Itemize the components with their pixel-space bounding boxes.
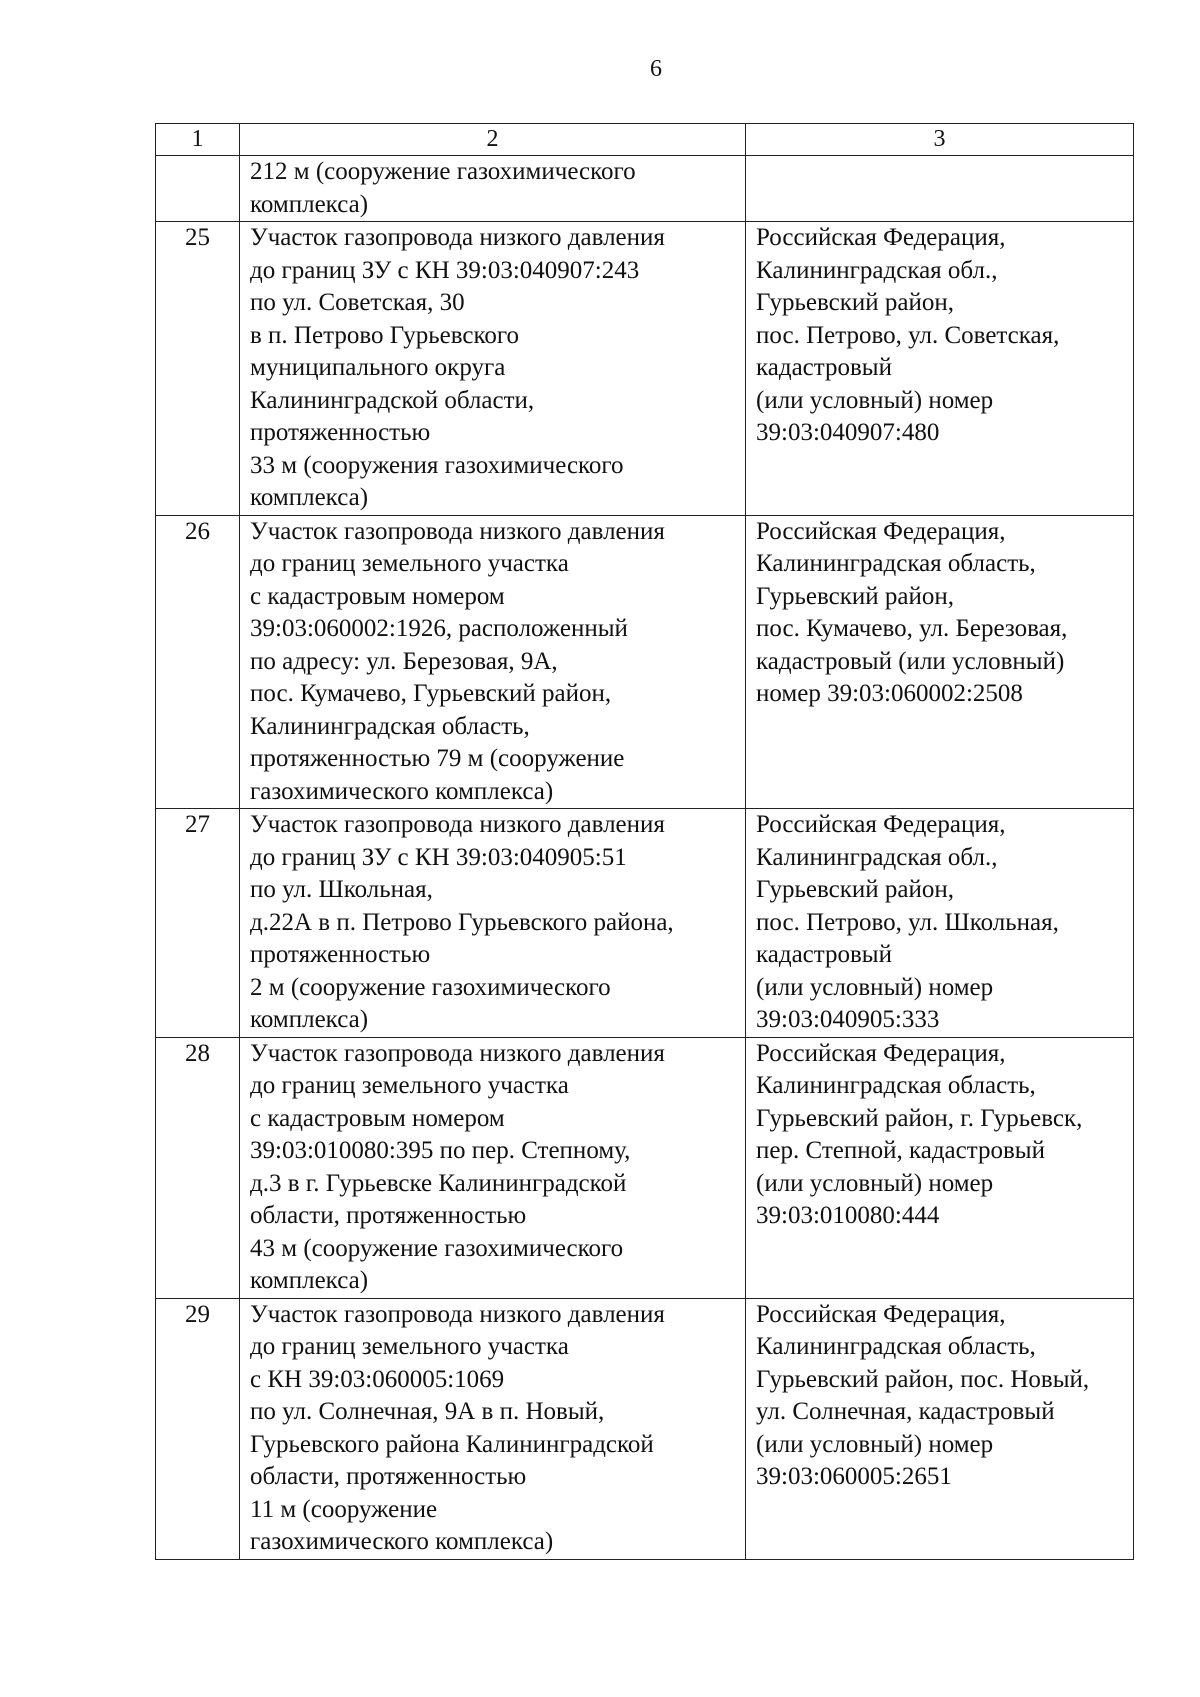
description-line: д.22А в п. Петрово Гурьевского района, <box>250 908 674 936</box>
description-line: по адресу: ул. Березовая, 9А, <box>250 647 558 675</box>
address-line: пос. Петрово, ул. Советская, <box>756 321 1060 349</box>
table-row <box>156 1298 1134 1559</box>
description-line: до границ земельного участка <box>250 550 569 577</box>
description-line: пос. Кумачево, Гурьевский район, <box>250 680 612 707</box>
address-line: (или условный) номер <box>756 973 994 1001</box>
object-description <box>240 1037 746 1298</box>
description-line: области, протяженностью <box>250 1463 527 1490</box>
description-line: в п. Петрово Гурьевского <box>250 321 519 349</box>
address-line: пос. Петрово, ул. Школьная, <box>756 908 1059 936</box>
description-line: 33 м (сооружения газохимического <box>250 451 624 479</box>
object-description <box>240 156 746 222</box>
address-line: Гурьевский район, пос. Новый, <box>756 1365 1090 1393</box>
description-line: с кадастровым номером <box>250 582 505 610</box>
header-col-3: 3 <box>746 124 1134 156</box>
address-line: Гурьевский район, г. Гурьевск, <box>756 1104 1083 1132</box>
description-line: 2 м (сооружение газохимического <box>250 973 611 1001</box>
description-line: области, протяженностью <box>250 1202 527 1229</box>
address-line: Российская Федерация, <box>756 224 1006 251</box>
description-line: 11 м (сооружение <box>250 1495 438 1523</box>
address-line: кадастровый (или условный) <box>756 647 1065 675</box>
object-address <box>746 156 1134 222</box>
description-line: комплекса) <box>250 484 369 511</box>
description-line: до границ ЗУ с КН 39:03:040905:51 <box>250 843 627 871</box>
table-row <box>156 809 1134 1038</box>
address-line: Калининградская область, <box>756 550 1036 577</box>
description-line: Гурьевского района Калининградской <box>250 1430 654 1458</box>
table-header-row <box>156 124 1134 156</box>
description-line: 39:03:060002:1926, расположенный <box>250 615 628 642</box>
description-line: протяженностью 79 м (сооружение <box>250 745 625 772</box>
address-line: Российская Федерация, <box>756 811 1006 838</box>
object-description <box>240 515 746 809</box>
address-line: Калининградская обл., <box>756 256 998 284</box>
address-line: кадастровый <box>756 354 892 381</box>
description-line: Калининградская область, <box>250 712 530 740</box>
description-line: с КН 39:03:060005:1069 <box>250 1365 505 1393</box>
description-line: газохимического комплекса) <box>250 777 554 805</box>
description-line: до границ земельного участка <box>250 1333 569 1360</box>
description-line: Калининградской области, <box>250 386 535 414</box>
description-line: протяженностью <box>250 419 431 446</box>
address-line: Калининградская область, <box>756 1072 1036 1099</box>
address-line: пер. Степной, кадастровый <box>756 1137 1045 1164</box>
object-description <box>240 222 746 516</box>
table-row <box>156 515 1134 809</box>
description-line: комплекса) <box>250 190 369 218</box>
description-line: Участок газопровода низкого давления <box>250 1039 665 1067</box>
description-line: с кадастровым номером <box>250 1104 505 1132</box>
row-number: 26 <box>156 515 240 809</box>
address-line: номер 39:03:060002:2508 <box>756 680 1023 707</box>
description-line: комплекса) <box>250 1006 369 1033</box>
description-line: протяженностью <box>250 941 431 968</box>
address-line: ул. Солнечная, кадастровый <box>756 1398 1055 1425</box>
description-line: муниципального округа <box>250 354 506 381</box>
object-address <box>746 1037 1134 1298</box>
row-number: 29 <box>156 1298 240 1559</box>
object-description <box>240 809 746 1038</box>
address-line: (или условный) номер <box>756 386 994 414</box>
description-line: до границ земельного участка <box>250 1072 569 1099</box>
description-line: Участок газопровода низкого давления <box>250 224 665 251</box>
object-address <box>746 515 1134 809</box>
header-col-1: 1 <box>156 124 240 156</box>
header-col-2: 2 <box>240 124 746 156</box>
description-line: д.3 в г. Гурьевске Калининградской <box>250 1169 627 1197</box>
address-line: Гурьевский район, <box>756 582 955 610</box>
table-row <box>156 1037 1134 1298</box>
object-address <box>746 809 1134 1038</box>
address-line: Калининградская обл., <box>756 843 998 871</box>
object-address <box>746 1298 1134 1559</box>
description-line: по ул. Солнечная, 9А в п. Новый, <box>250 1398 605 1425</box>
address-line: (или условный) номер <box>756 1169 994 1197</box>
description-line: по ул. Школьная, <box>250 876 433 903</box>
description-line: 212 м (сооружение газохимического <box>250 158 636 185</box>
object-address <box>746 222 1134 516</box>
table-row <box>156 222 1134 516</box>
description-line: Участок газопровода низкого давления <box>250 517 665 545</box>
page-number: 6 <box>650 56 662 82</box>
description-line: Участок газопровода низкого давления <box>250 1300 665 1328</box>
address-line: 39:03:060005:2651 <box>756 1463 952 1490</box>
description-line: комплекса) <box>250 1267 369 1294</box>
address-line: 39:03:040905:333 <box>756 1006 940 1033</box>
description-line: до границ ЗУ с КН 39:03:040907:243 <box>250 256 640 284</box>
description-line: по ул. Советская, 30 <box>250 289 465 316</box>
address-line: Гурьевский район, <box>756 289 955 316</box>
address-line: Гурьевский район, <box>756 876 955 903</box>
description-line: 39:03:010080:395 по пер. Степному, <box>250 1137 631 1164</box>
object-description <box>240 1298 746 1559</box>
address-line: Российская Федерация, <box>756 1039 1006 1067</box>
row-number: 27 <box>156 809 240 1038</box>
description-line: 43 м (сооружение газохимического <box>250 1234 624 1262</box>
address-line: кадастровый <box>756 941 892 968</box>
address-line: Российская Федерация, <box>756 1300 1006 1328</box>
address-line: 39:03:010080:444 <box>756 1202 940 1229</box>
property-table <box>155 123 1134 1560</box>
address-line: пос. Кумачево, ул. Березовая, <box>756 615 1068 642</box>
description-line: газохимического комплекса) <box>250 1528 554 1555</box>
address-line: 39:03:040907:480 <box>756 419 940 446</box>
address-line: Российская Федерация, <box>756 517 1006 545</box>
row-number <box>156 156 240 222</box>
row-number: 25 <box>156 222 240 516</box>
address-line: Калининградская область, <box>756 1333 1036 1360</box>
row-number: 28 <box>156 1037 240 1298</box>
description-line: Участок газопровода низкого давления <box>250 811 665 838</box>
table-row <box>156 156 1134 222</box>
address-line: (или условный) номер <box>756 1430 994 1458</box>
